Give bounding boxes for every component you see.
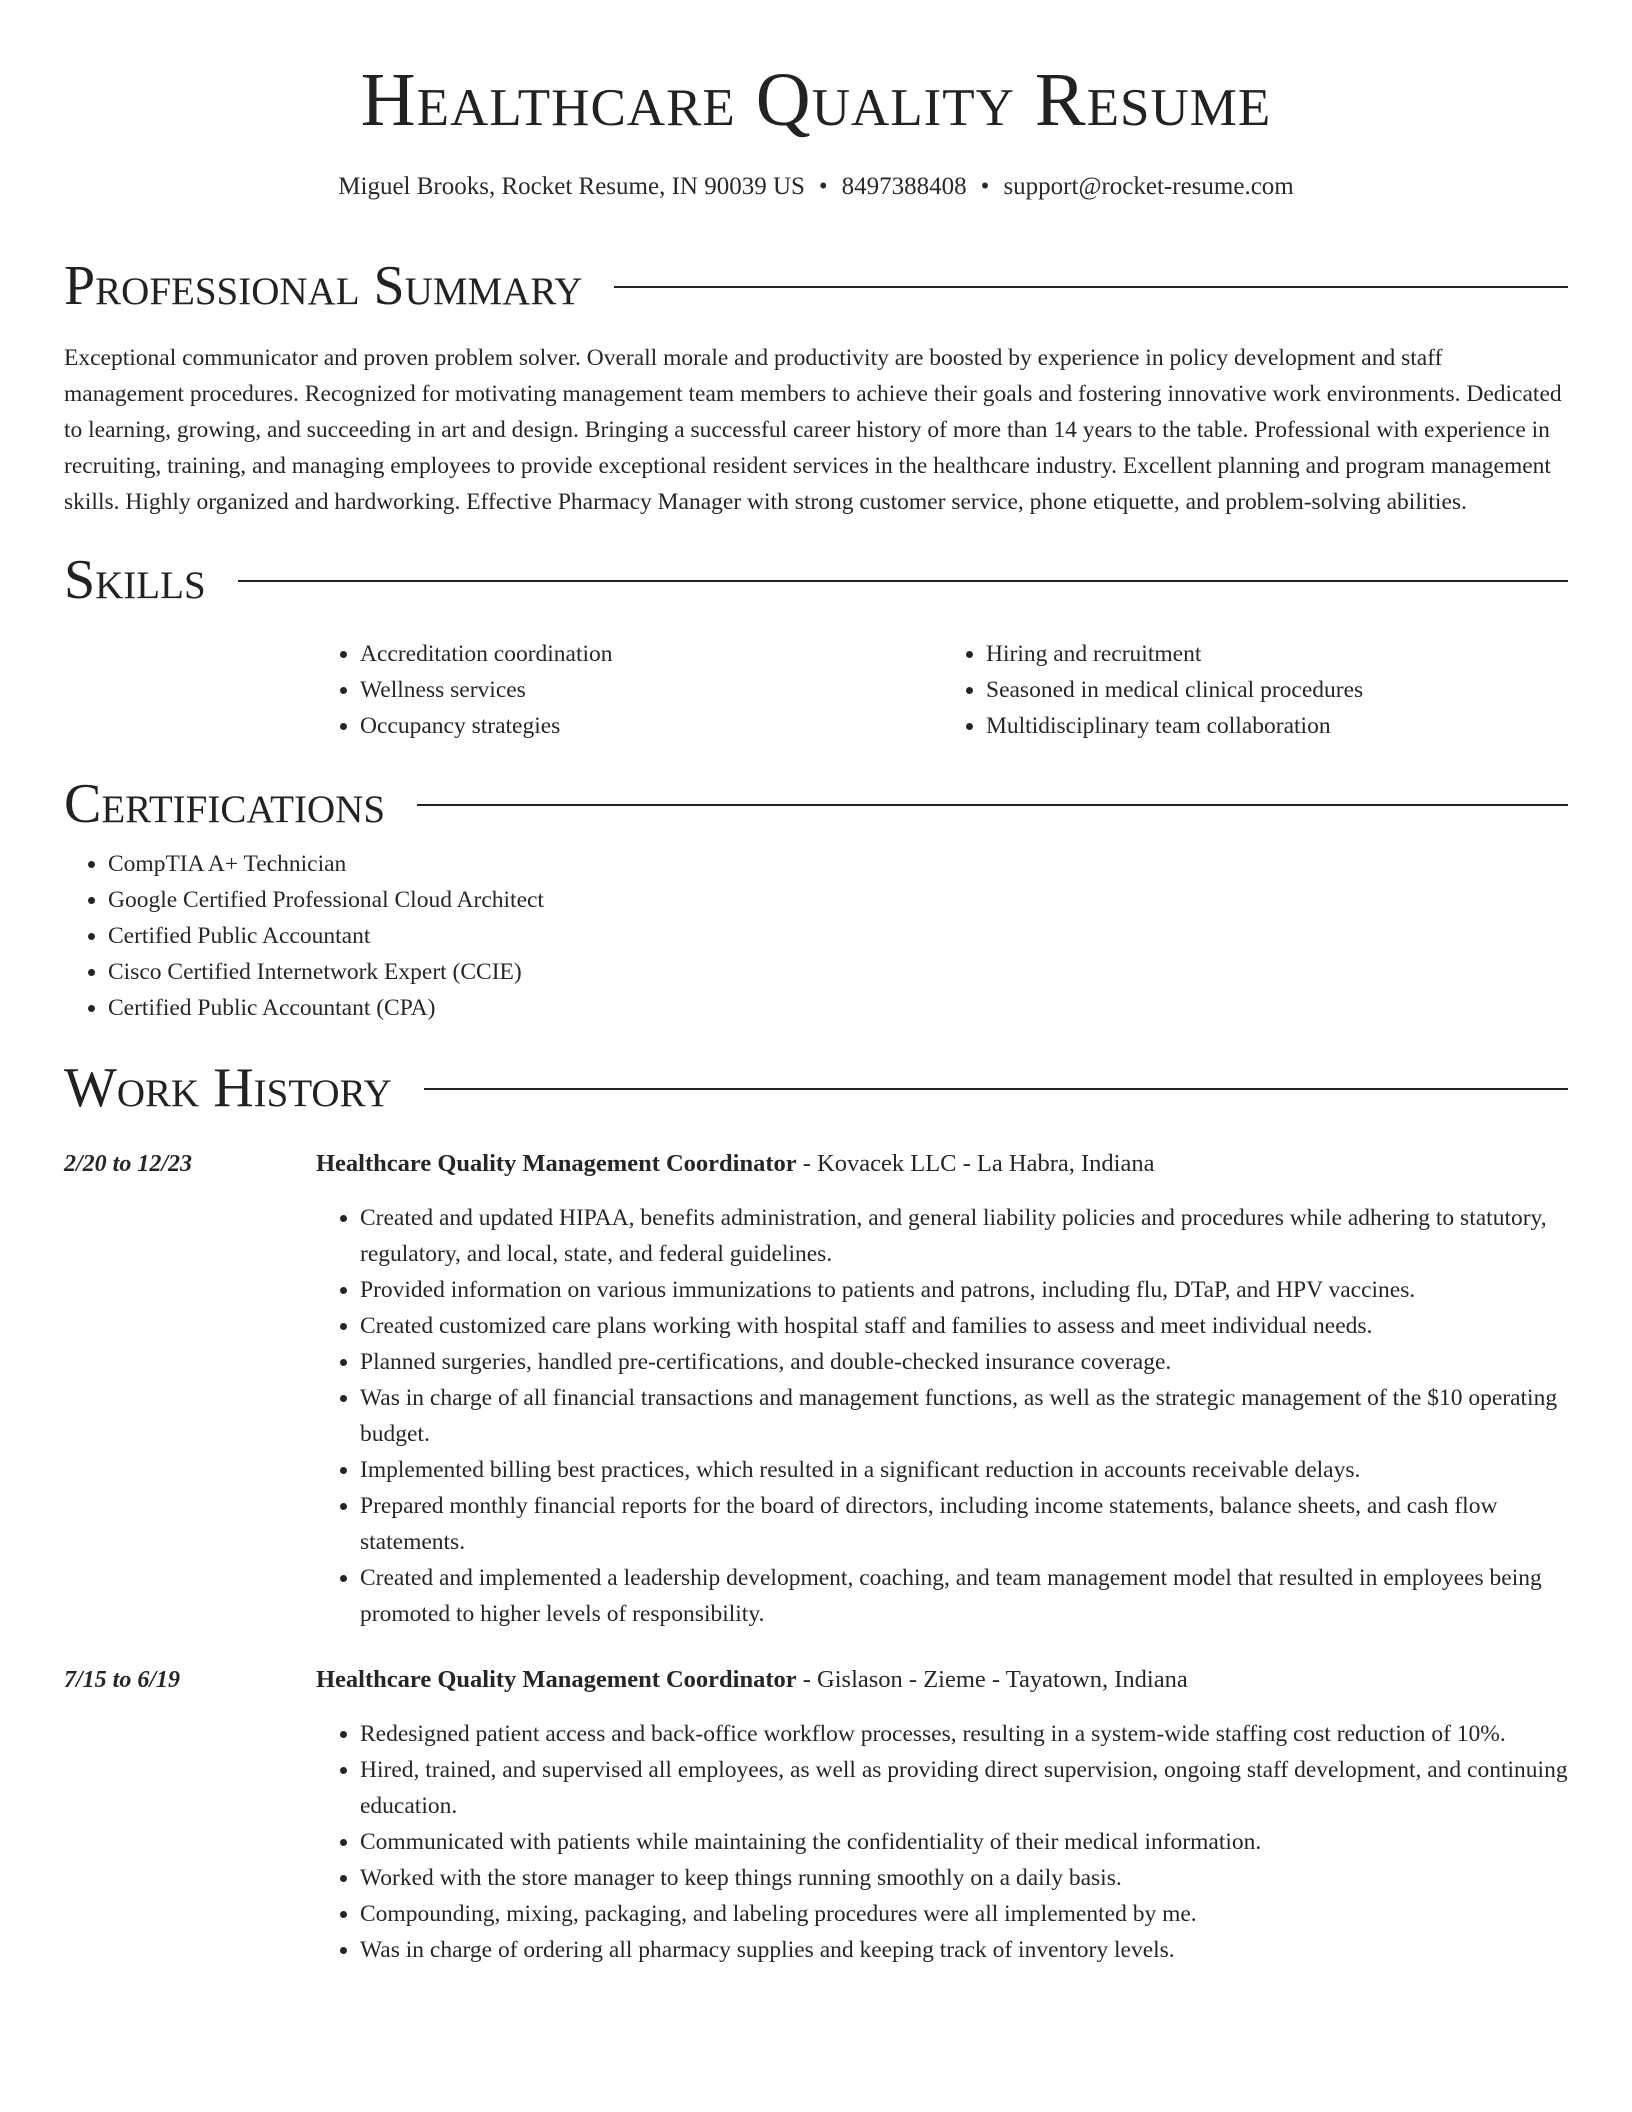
- job-bullet: • Provided information on various immunizations to patients and patrons, including flu, DTaP, and HPV vaccines.: [360, 1272, 1568, 1308]
- job-bullet: • Was in charge of ordering all pharmacy supplies and keeping track of inventory levels.: [360, 1932, 1568, 1968]
- job-bullet: • Redesigned patient access and back-office workflow processes, resulting in a system-wide staffing cost reduction of 10%.: [360, 1716, 1568, 1752]
- section-divider: [424, 1088, 1568, 1090]
- job-bullet: • Worked with the store manager to keep things running smoothly on a daily basis.: [360, 1860, 1568, 1896]
- job-detail: [316, 1662, 1568, 1968]
- job-bullet: • Communicated with patients while maintaining the confidentiality of their medical information.: [360, 1824, 1568, 1860]
- skills-header: [64, 538, 1568, 622]
- certification-item: • Cisco Certified Internetwork Expert (CCIE): [108, 954, 1568, 990]
- job-bullet: • Compounding, mixing, packaging, and labeling procedures were all implemented by me.: [360, 1896, 1568, 1932]
- skills-list: [316, 636, 1568, 744]
- summary-heading: Professional Summary: [64, 255, 583, 317]
- skill-item: • Hiring and recruitment: [986, 636, 1568, 672]
- skills-section: [64, 538, 1568, 744]
- work-history-heading: Work History: [64, 1057, 392, 1119]
- certifications-list: [64, 846, 1568, 1026]
- job-title: Healthcare Quality Management Coordinator: [316, 1666, 797, 1693]
- job-heading: [316, 1146, 1568, 1182]
- certification-item: • CompTIA A+ Technician: [108, 846, 1568, 882]
- summary-section: [64, 244, 1568, 520]
- job-bullets: [316, 1200, 1568, 1632]
- job-bullet: • Hired, trained, and supervised all employees, as well as providing direct supervision, ongoing staff development, and continuing education.: [360, 1752, 1568, 1824]
- section-divider: [238, 580, 1568, 582]
- job-bullet: • Implemented billing best practices, which resulted in a significant reduction in accounts receivable delays.: [360, 1452, 1568, 1488]
- contact-phone: 8497388408: [841, 173, 967, 200]
- job-bullet: • Prepared monthly financial reports for the board of directors, including income statements, balance sheets, and cash flow statements.: [360, 1488, 1568, 1560]
- certification-item: • Certified Public Accountant (CPA): [108, 990, 1568, 1026]
- job-bullets: [316, 1716, 1568, 1968]
- section-divider: [614, 286, 1568, 288]
- job-bullet: • Was in charge of all financial transactions and management functions, as well as the strategic management of the $10 operating budget.: [360, 1380, 1568, 1452]
- skills-column-left: [316, 636, 942, 744]
- skills-heading: Skills: [64, 549, 206, 611]
- summary-header: [64, 244, 1568, 328]
- skills-column-right: [942, 636, 1568, 744]
- skill-item: • Seasoned in medical clinical procedures: [986, 672, 1568, 708]
- contact-email: support@rocket-resume.com: [1003, 173, 1294, 200]
- skill-item: • Wellness services: [360, 672, 942, 708]
- job-heading: [316, 1662, 1568, 1698]
- job-entry: [64, 1146, 1568, 1632]
- certification-item: • Certified Public Accountant: [108, 918, 1568, 954]
- job-employer: - Gislason - Zieme - Tayatown, Indiana: [796, 1666, 1188, 1693]
- work-history-section: [64, 1046, 1568, 1968]
- certifications-section: [64, 762, 1568, 1026]
- contact-line: [64, 170, 1568, 204]
- contact-separator: •: [980, 173, 990, 200]
- job-entry: [64, 1662, 1568, 1968]
- certifications-heading: Certifications: [64, 773, 386, 835]
- job-dates: 2/20 to 12/23: [64, 1151, 193, 1177]
- job-bullet: • Created customized care plans working with hospital staff and families to assess and meet individual needs.: [360, 1308, 1568, 1344]
- job-employer: - Kovacek LLC - La Habra, Indiana: [796, 1150, 1155, 1177]
- job-bullet: • Planned surgeries, handled pre-certifications, and double-checked insurance coverage.: [360, 1344, 1568, 1380]
- job-detail: [316, 1146, 1568, 1632]
- job-bullet: • Created and implemented a leadership development, coaching, and team management model that resulted in employees being promoted to higher levels of responsibility.: [360, 1560, 1568, 1632]
- skill-item: • Multidisciplinary team collaboration: [986, 708, 1568, 744]
- job-dates: 7/15 to 6/19: [64, 1667, 181, 1693]
- contact-address: Miguel Brooks, Rocket Resume, IN 90039 US: [338, 173, 805, 200]
- job-bullet: • Created and updated HIPAA, benefits administration, and general liability policies and procedures while adhering to statutory, regulatory, and local, state, and federal guidelines.: [360, 1200, 1568, 1272]
- section-divider: [417, 804, 1568, 806]
- work-history-header: [64, 1046, 1568, 1130]
- resume-title: Healthcare Quality Resume: [360, 58, 1272, 142]
- certification-item: • Google Certified Professional Cloud Architect: [108, 882, 1568, 918]
- skill-item: • Occupancy strategies: [360, 708, 942, 744]
- certifications-header: [64, 762, 1568, 846]
- job-title: Healthcare Quality Management Coordinator: [316, 1150, 797, 1177]
- skill-item: • Accreditation coordination: [360, 636, 942, 672]
- summary-text: Exceptional communicator and proven problem solver. Overall morale and productivity are boosted by experience in policy development and staff management procedures. Recognized for motivating management team members to achieve their goals and fostering innovative work environments. Dedicated to learning, growing, and succeeding in art and design. Bringing a successful career history of more than 14 years to the table. Professional with experience in recruiting, training, and managing employees to provide exceptional resident services in the healthcare industry. Excellent planning and program management skills. Highly organized and hardworking. Effective Pharmacy Manager with strong customer service, phone etiquette, and problem-solving abilities.: [64, 345, 1562, 515]
- contact-separator: •: [818, 173, 828, 200]
